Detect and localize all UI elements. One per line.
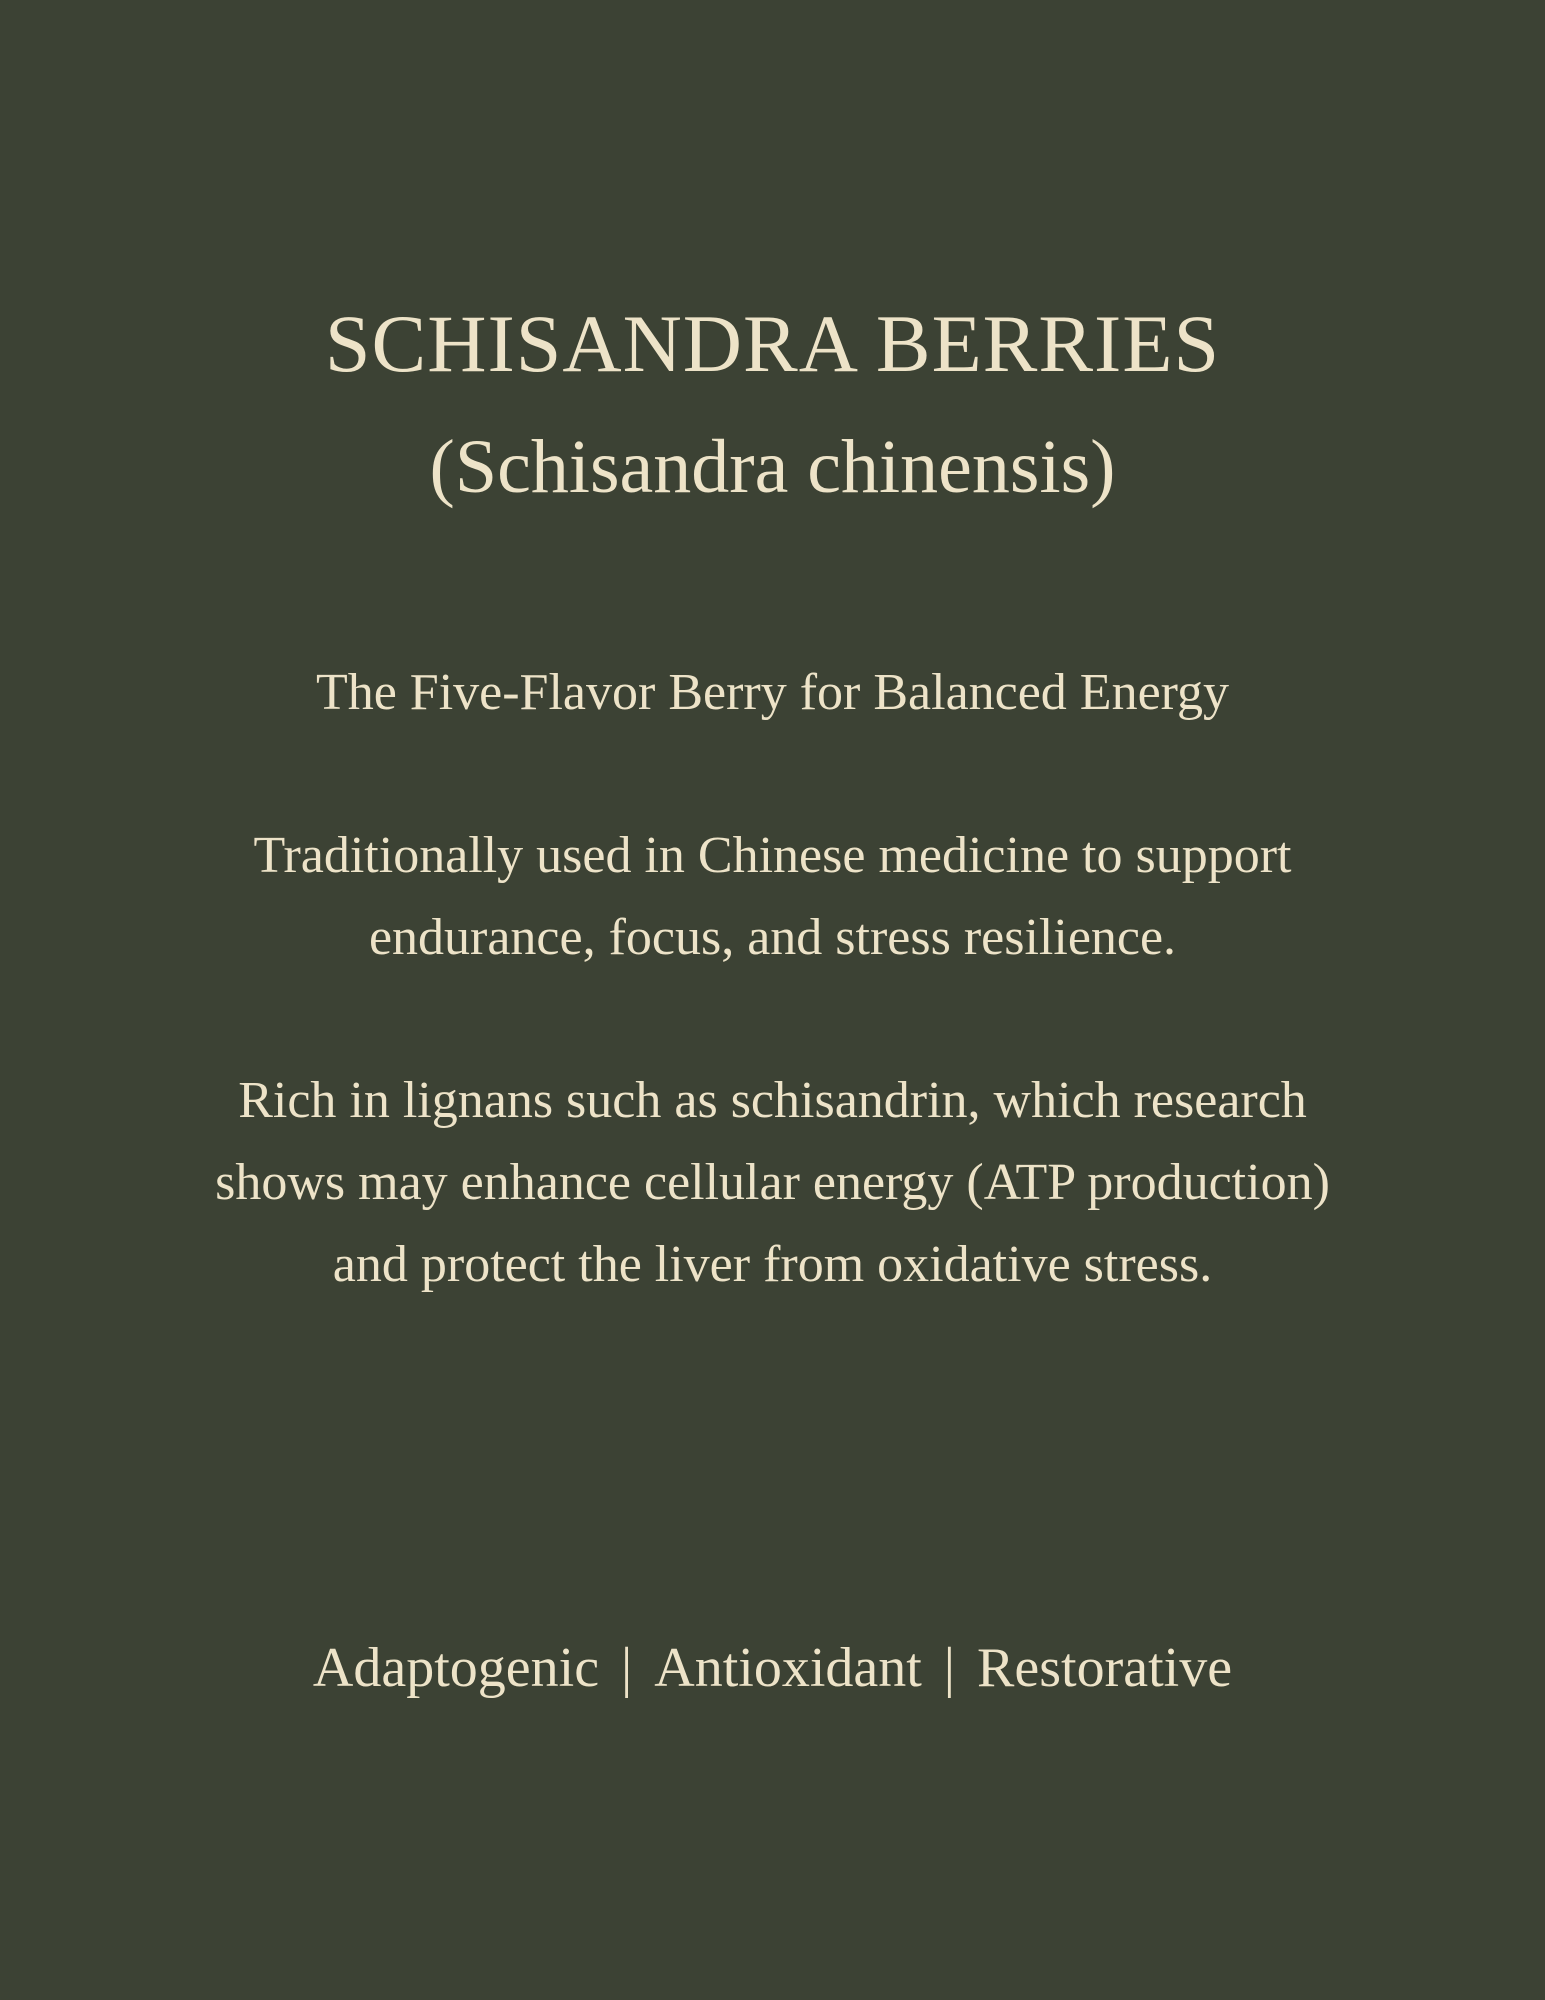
description-paragraph-research: Rich in lignans such as schisandrin, which research shows may enhance cellular energy (ATP production) and protect the liver from oxidative stress. xyxy=(215,1072,1330,1293)
tagline: The Five-Flavor Berry for Balanced Energy xyxy=(315,664,1230,721)
property-restorative: Restorative xyxy=(977,1637,1233,1699)
property-separator: | xyxy=(943,1637,956,1699)
property-antioxidant: Antioxidant xyxy=(654,1637,922,1699)
botanical-name: (Schisandra chinensis) xyxy=(429,425,1116,509)
properties-list xyxy=(0,1630,1545,1706)
property-adaptogenic: Adaptogenic xyxy=(312,1637,600,1699)
page-title: SCHISANDRA BERRIES xyxy=(324,298,1221,389)
description-paragraph-traditional-use: Traditionally used in Chinese medicine to support endurance, focus, and stress resilience. xyxy=(253,827,1292,966)
property-separator: | xyxy=(621,1637,633,1699)
